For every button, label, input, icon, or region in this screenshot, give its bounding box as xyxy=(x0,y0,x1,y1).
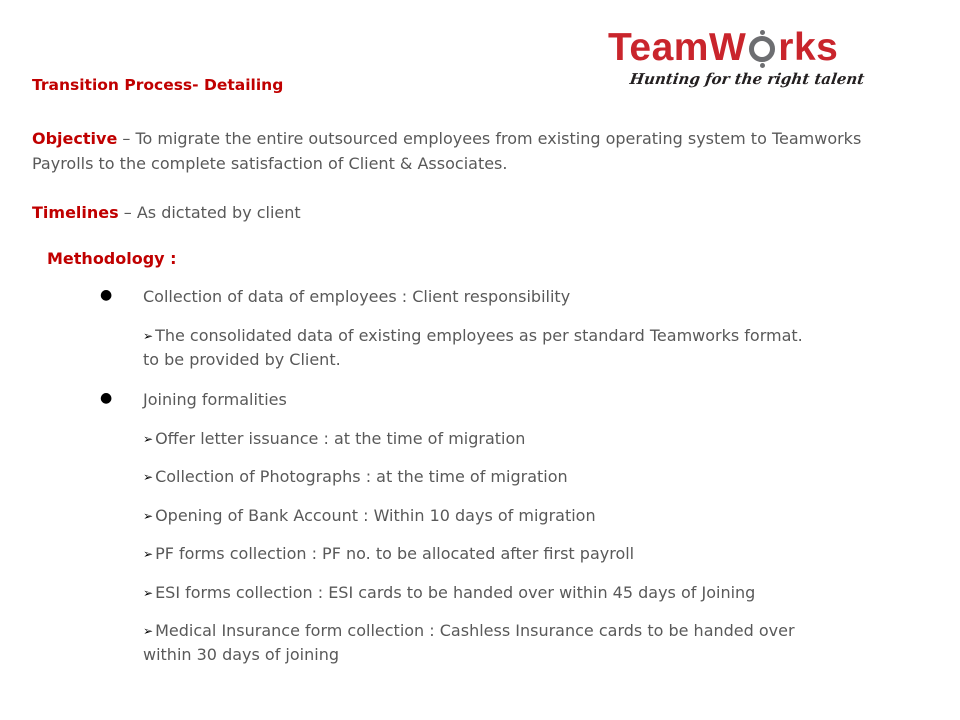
sub-item xyxy=(143,581,823,605)
arrow-right-icon: ➢ xyxy=(143,547,154,561)
arrow-right-icon: ➢ xyxy=(143,432,154,446)
bullet-text: Joining formalities xyxy=(143,390,287,409)
arrow-right-icon: ➢ xyxy=(143,586,154,600)
bullet-dot-icon: ● xyxy=(100,390,113,406)
logo-tagline: Hunting for the right talent xyxy=(628,70,866,88)
logo-text-start: TeamW xyxy=(608,26,747,69)
sub-item xyxy=(143,427,823,451)
objective-paragraph xyxy=(32,126,912,176)
sub-item-text: Opening of Bank Account : Within 10 days of migration xyxy=(155,506,596,525)
sub-item-text: Medical Insurance form collection : Cashless Insurance cards to be handed over within 30 days of joining xyxy=(143,621,795,664)
methodology-heading: Methodology : xyxy=(47,249,177,268)
timelines-text: – As dictated by client xyxy=(118,203,301,222)
sub-item xyxy=(143,504,823,528)
objective-label: Objective xyxy=(32,129,118,148)
objective-text: – To migrate the entire outsourced employees from existing operating system to Teamworks Payrolls to the complete satisfaction of Client & Associates. xyxy=(32,129,862,173)
page-title: Transition Process- Detailing xyxy=(32,76,284,94)
timelines-paragraph xyxy=(32,203,301,222)
logo-text-end: rks xyxy=(778,26,839,69)
sub-item xyxy=(143,542,823,566)
sub-item xyxy=(143,324,823,372)
bullet-dot-icon: ● xyxy=(100,287,113,303)
teamworks-logo xyxy=(608,26,866,90)
arrow-right-icon: ➢ xyxy=(143,509,154,523)
arrow-right-icon: ➢ xyxy=(143,329,154,343)
sub-item xyxy=(143,619,823,667)
arrow-right-icon: ➢ xyxy=(143,470,154,484)
logo-wordmark xyxy=(608,26,838,70)
timelines-label: Timelines xyxy=(32,203,119,222)
sub-item-text: PF forms collection : PF no. to be allocated after first payroll xyxy=(155,544,635,563)
sub-item-text: ESI forms collection : ESI cards to be handed over within 45 days of Joining xyxy=(155,583,756,602)
arrow-right-icon: ➢ xyxy=(143,624,154,638)
bullet-item xyxy=(100,287,570,306)
sub-item-text: Collection of Photographs : at the time of migration xyxy=(155,467,568,486)
logo-o-icon xyxy=(749,36,775,62)
sub-item-text: The consolidated data of existing employees as per standard Teamworks format. to be provided by Client. xyxy=(143,326,803,369)
sub-item xyxy=(143,465,823,489)
bullet-text: Collection of data of employees : Client responsibility xyxy=(143,287,571,306)
sub-item-text: Offer letter issuance : at the time of migration xyxy=(155,429,526,448)
bullet-item xyxy=(100,390,287,409)
